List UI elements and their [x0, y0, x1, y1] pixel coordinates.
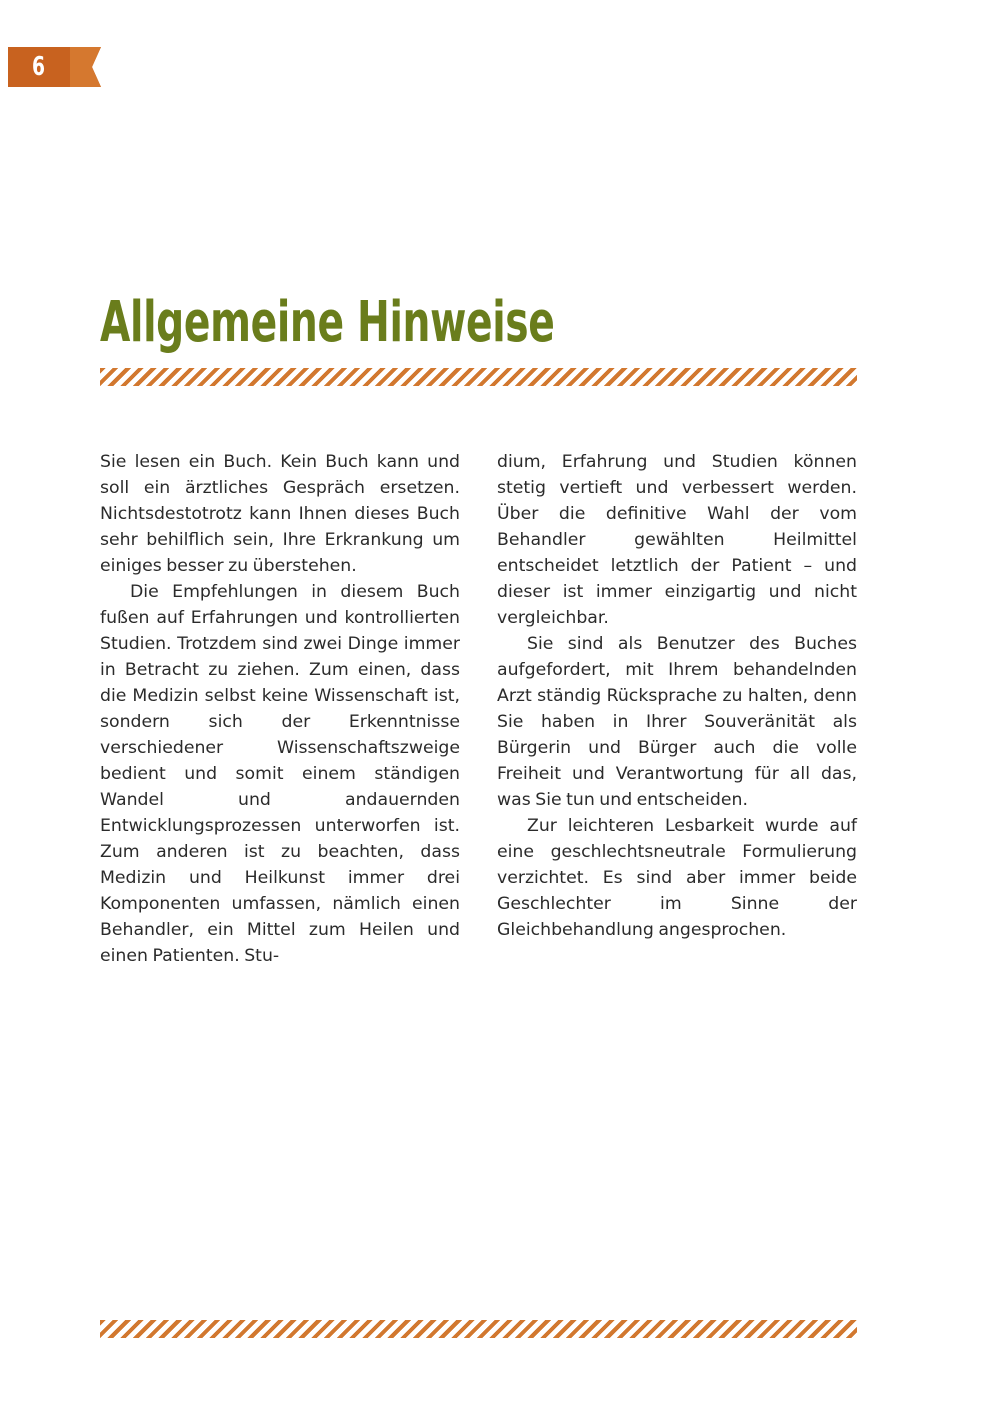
top-stripe-divider — [100, 368, 857, 386]
paragraph: Sie lesen ein Buch. Kein Buch kann und soll ein ärztliches Gespräch ersetzen. Nichtsdestotrotz kann Ihnen dieses Buch sehr behilflich sein, Ihre Erkrankung um einiges besser zu überstehen. — [100, 452, 460, 576]
page-tab-shape — [8, 47, 101, 87]
left-text-column — [100, 449, 460, 969]
paragraph: Die Empfehlungen in diesem Buch fußen auf Erfahrungen und kontrollierten Studien. Trotzdem sind zwei Dinge immer in Betracht zu ziehen. Zum einen, dass die Medizin selbst keine Wissenschaft ist, sondern sich der Erkenntnisse verschiedener Wissenschaftszweige bedient und somit einem ständigen Wandel und andauernden Entwicklungsprozessen unterworfen ist. Zum anderen ist zu beachten, dass Medizin und Heilkunst immer drei Komponenten umfassen, nämlich einen Behandler, ein Mittel zum Heilen und einen Patienten. Stu- — [100, 582, 460, 966]
page-number-tab — [8, 47, 101, 87]
bottom-stripe-divider — [100, 1320, 857, 1338]
page-number: 6 — [32, 52, 46, 82]
paragraph: dium, Erfahrung und Studien können stetig vertieft und verbessert werden. Über die definitive Wahl der vom Behandler gewählten Heilmittel entscheidet letztlich der Patient – und dieser ist immer einzigartig und nicht vergleichbar. — [497, 452, 857, 628]
paragraph: Sie sind als Benutzer des Buches aufgefordert, mit Ihrem behandelnden Arzt ständig Rücksprache zu halten, denn Sie haben in Ihrer Souveränität als Bürgerin und Bürger auch die volle Freiheit und Verantwortung für all das, was Sie tun und entscheiden. — [497, 634, 857, 810]
paragraph: Zur leichteren Lesbarkeit wurde auf eine geschlechtsneutrale Formulierung verzichtet. Es sind aber immer beide Geschlechter im Sinne der Gleichbehandlung angesprochen. — [497, 816, 857, 940]
page-title: Allgemeine Hinweise — [100, 290, 555, 355]
right-text-column — [497, 449, 857, 943]
